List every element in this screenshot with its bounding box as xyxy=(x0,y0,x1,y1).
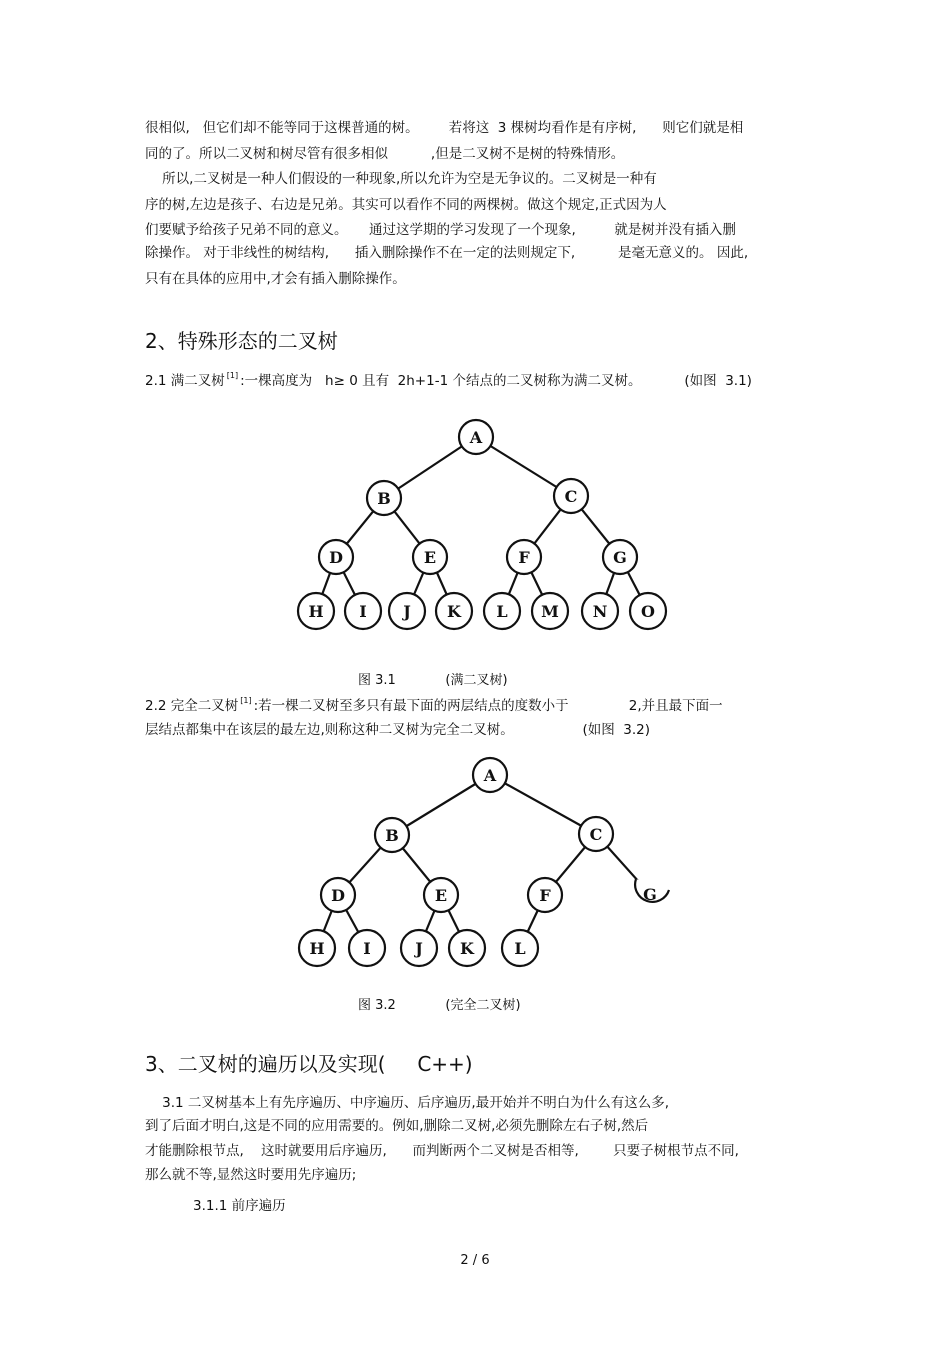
node-label: K xyxy=(460,939,474,958)
node-label: L xyxy=(496,602,508,621)
section-heading: 2、特殊形态的二叉树 xyxy=(145,329,338,353)
section-heading: 3、二叉树的遍历以及实现( C++) xyxy=(145,1052,473,1076)
tree-nodes xyxy=(298,420,666,629)
paragraph-line: 只有在具体的应用中,才会有插入删除操作。 xyxy=(145,271,406,287)
node-label: K xyxy=(447,602,461,621)
definition-text: 层结点都集中在该层的最左边,则称这种二叉树为完全二叉树。 (如图 3.2) xyxy=(145,722,651,738)
tree-nodes xyxy=(299,758,669,966)
paragraph-line: 3.1 二叉树基本上有先序遍历、中序遍历、后序遍历,最开始并不明白为什么有这么多, xyxy=(145,1095,670,1111)
citation-marker: [1] xyxy=(226,371,239,380)
node-label: G xyxy=(613,548,627,567)
node-label: C xyxy=(564,487,578,506)
node-label: D xyxy=(329,548,343,567)
node-label: C xyxy=(589,825,603,844)
definition-label: 2.2 完全二叉树 xyxy=(145,698,239,714)
node-label: J xyxy=(415,939,423,958)
node-label: E xyxy=(423,548,437,567)
node-label: G xyxy=(643,885,657,904)
tree-edges xyxy=(317,775,648,948)
definition-text: :若一棵二叉树至多只有最下面的两层结点的度数小于 2,并且最下面一 xyxy=(253,698,723,714)
node-label: A xyxy=(469,428,483,447)
figure-caption: 图 3.1 (满二叉树) xyxy=(358,673,508,688)
definition-complete-binary-tree xyxy=(145,694,723,714)
paragraph-line: 那么就不等,显然这时要用先序遍历; xyxy=(145,1167,357,1183)
paragraph-line: 所以,二叉树是一种人们假设的一种现象,所以允许为空是无争议的。二叉树是一种有 xyxy=(145,171,657,187)
paragraph-line: 同的了。所以二叉树和树尽管有很多相似 ,但是二叉树不是树的特殊情形。 xyxy=(145,146,625,162)
tree-edges xyxy=(316,437,648,611)
node-label: O xyxy=(641,602,655,621)
figure-complete-binary-tree xyxy=(280,755,680,975)
citation-marker: [1] xyxy=(240,696,252,705)
definition-text: :一棵高度为 h≥ 0 且有 2h+1-1 个结点的二叉树称为满二叉树。 (如图 3.1) xyxy=(240,373,752,389)
node-label: F xyxy=(518,548,530,567)
paragraph-line: 很相似, 但它们却不能等同于这棵普通的树。 若将这 3 棵树均看作是有序树, 则它们就是相 xyxy=(145,120,744,136)
definition-full-binary-tree xyxy=(145,369,752,389)
node-label: J xyxy=(403,602,411,621)
node-label: B xyxy=(377,489,391,508)
node-label: I xyxy=(363,939,371,958)
node-label: E xyxy=(434,886,448,905)
paragraph-line: 们要赋予给孩子兄弟不同的意义。 通过这学期的学习发现了一个现象, 就是树并没有插入删 xyxy=(145,222,736,238)
node-label: H xyxy=(309,939,325,958)
node-label: L xyxy=(514,939,526,958)
figure-full-binary-tree xyxy=(280,410,680,635)
node-label: B xyxy=(385,826,399,845)
node-label: H xyxy=(308,602,324,621)
definition-label: 2.1 满二叉树 xyxy=(145,373,225,389)
subsection-heading: 3.1.1 前序遍历 xyxy=(193,1198,286,1214)
paragraph-line: 除操作。 对于非线性的树结构, 插入删除操作不在一定的法则规定下, 是毫无意义的。 因此, xyxy=(145,245,749,261)
node-label: F xyxy=(539,886,551,905)
paragraph-line: 才能删除根节点, 这时就要用后序遍历, 而判断两个二叉树是否相等, 只要子树根节点不同, xyxy=(145,1143,739,1159)
page-number: 2 / 6 xyxy=(460,1253,490,1268)
paragraph-line: 到了后面才明白,这是不同的应用需要的。例如,删除二叉树,必须先删除左右子树,然后 xyxy=(145,1118,649,1134)
figure-caption: 图 3.2 (完全二叉树) xyxy=(358,998,521,1013)
node-label: D xyxy=(331,886,345,905)
node-label: M xyxy=(541,602,559,621)
node-label: I xyxy=(359,602,367,621)
paragraph-line: 序的树,左边是孩子、右边是兄弟。其实可以看作不同的两棵树。做这个规定,正式因为人 xyxy=(145,197,667,213)
node-label: N xyxy=(592,602,608,621)
node-label: A xyxy=(483,766,497,785)
